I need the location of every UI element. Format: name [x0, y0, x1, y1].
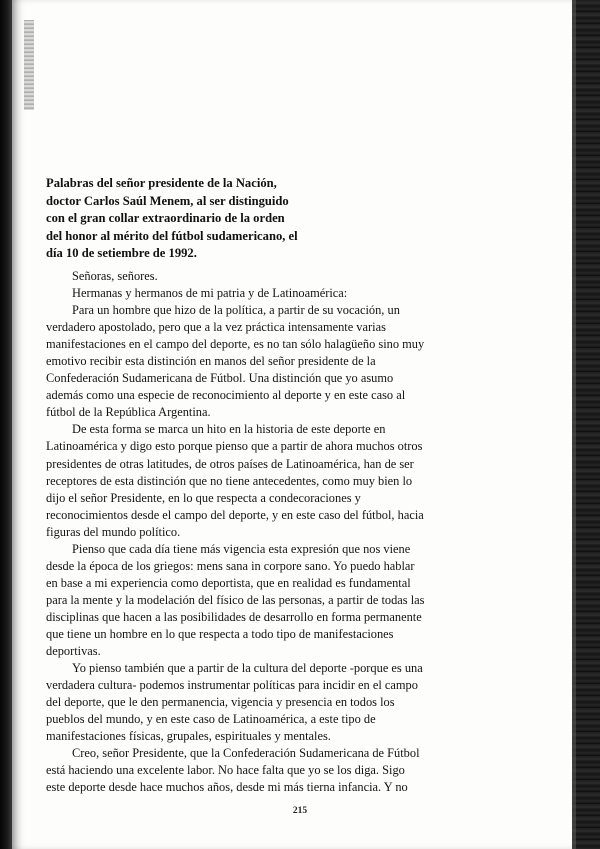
text-line: verdadera cultura- podemos instrumentar políticas para incidir en el campo — [46, 678, 418, 693]
scan-left-border — [0, 0, 12, 849]
text-line: reconocimientos desde el campo del deporte, y en este caso del fútbol, hacia — [46, 507, 424, 522]
text-line: para la mente y la modelación del físico de las personas, a partir de todas las — [46, 592, 425, 607]
text-line: dijo el señor Presidente, en lo que respecta a condecoraciones y — [46, 490, 361, 505]
text-line: este deporte desde hace muchos años, desde mi más tierna infancia. Y no — [46, 780, 408, 795]
text-line: Para un hombre que hizo de la política, a partir de su vocación, un — [72, 303, 400, 318]
text-line: del deporte, que le den permanencia, vigencia y presencia en todos los — [46, 695, 395, 710]
speech-body — [46, 268, 466, 796]
title-line: Palabras del señor presidente de la Nación, — [46, 176, 277, 190]
title-line: del honor al mérito del fútbol sudamericano, el — [46, 228, 298, 243]
text-line: manifestaciones físicas, grupales, espirituales y mentales. — [46, 729, 331, 744]
text-line: pueblos del mundo, y en este caso de Latinoamérica, a este tipo de — [46, 712, 376, 727]
text-line: además como una especie de reconocimiento al deporte y en este caso al — [46, 388, 406, 403]
text-line: Latinoamérica y digo esto porque pienso que a partir de ahora muchos otros — [46, 439, 423, 454]
text-line: emotivo recibir esta distinción en manos del señor presidente de la — [46, 354, 376, 369]
text-line: figuras del mundo político. — [46, 524, 181, 539]
text-line: presidentes de otras latitudes, de otros países de Latinoamérica, han de ser — [46, 456, 414, 471]
text-line: deportivas. — [46, 644, 101, 659]
text-line: que tiene un hombre en lo que respecta a todo tipo de manifestaciones — [46, 626, 394, 641]
title-line: doctor Carlos Saúl Menem, al ser distinguido — [46, 193, 289, 208]
title-line: con el gran collar extraordinario de la orden — [46, 211, 285, 226]
text-line: Creo, señor Presidente, que la Confederación Sudamericana de Fútbol — [72, 746, 420, 761]
text-line: disciplinas que hacen a las posibilidades de desarrollo en forma permanente — [46, 609, 422, 624]
text-line: desde la época de los griegos: mens sana in corpore sano. Yo puedo hablar — [46, 558, 415, 573]
title-line: día 10 de setiembre de 1992. — [46, 246, 197, 261]
binding-shadow — [24, 20, 34, 110]
scan-right-border — [572, 0, 600, 849]
speech-title — [46, 175, 366, 263]
text-line: Confederación Sudamericana de Fútbol. Una distinción que yo asumo — [46, 371, 394, 386]
text-line: Señoras, señores. — [72, 269, 158, 283]
text-line: en base a mi experiencia como deportista, que en realidad es fundamental — [46, 575, 411, 590]
text-line: receptores de esta distinción que no tiene antecedentes, como muy bien lo — [46, 473, 413, 488]
text-line: Yo pienso también que a partir de la cultura del deporte -porque es una — [72, 661, 423, 676]
text-line: Pienso que cada día tiene más vigencia esta expresión que nos viene — [72, 541, 411, 556]
text-line: manifestaciones en el campo del deporte, es no tan sólo halagüeño sino muy — [46, 337, 425, 352]
text-line: Hermanas y hermanos de mi patria y de Latinoamérica: — [72, 286, 348, 301]
text-line: está haciendo una excelente labor. No hace falta que yo se los diga. Sigo — [46, 763, 405, 778]
text-line: verdadero apostolado, pero que a la vez práctica intensamente varias — [46, 320, 386, 335]
text-line: De esta forma se marca un hito en la historia de este deporte en — [72, 422, 386, 437]
text-line: fútbol de la República Argentina. — [46, 405, 211, 420]
page-number: 215 — [292, 806, 308, 816]
